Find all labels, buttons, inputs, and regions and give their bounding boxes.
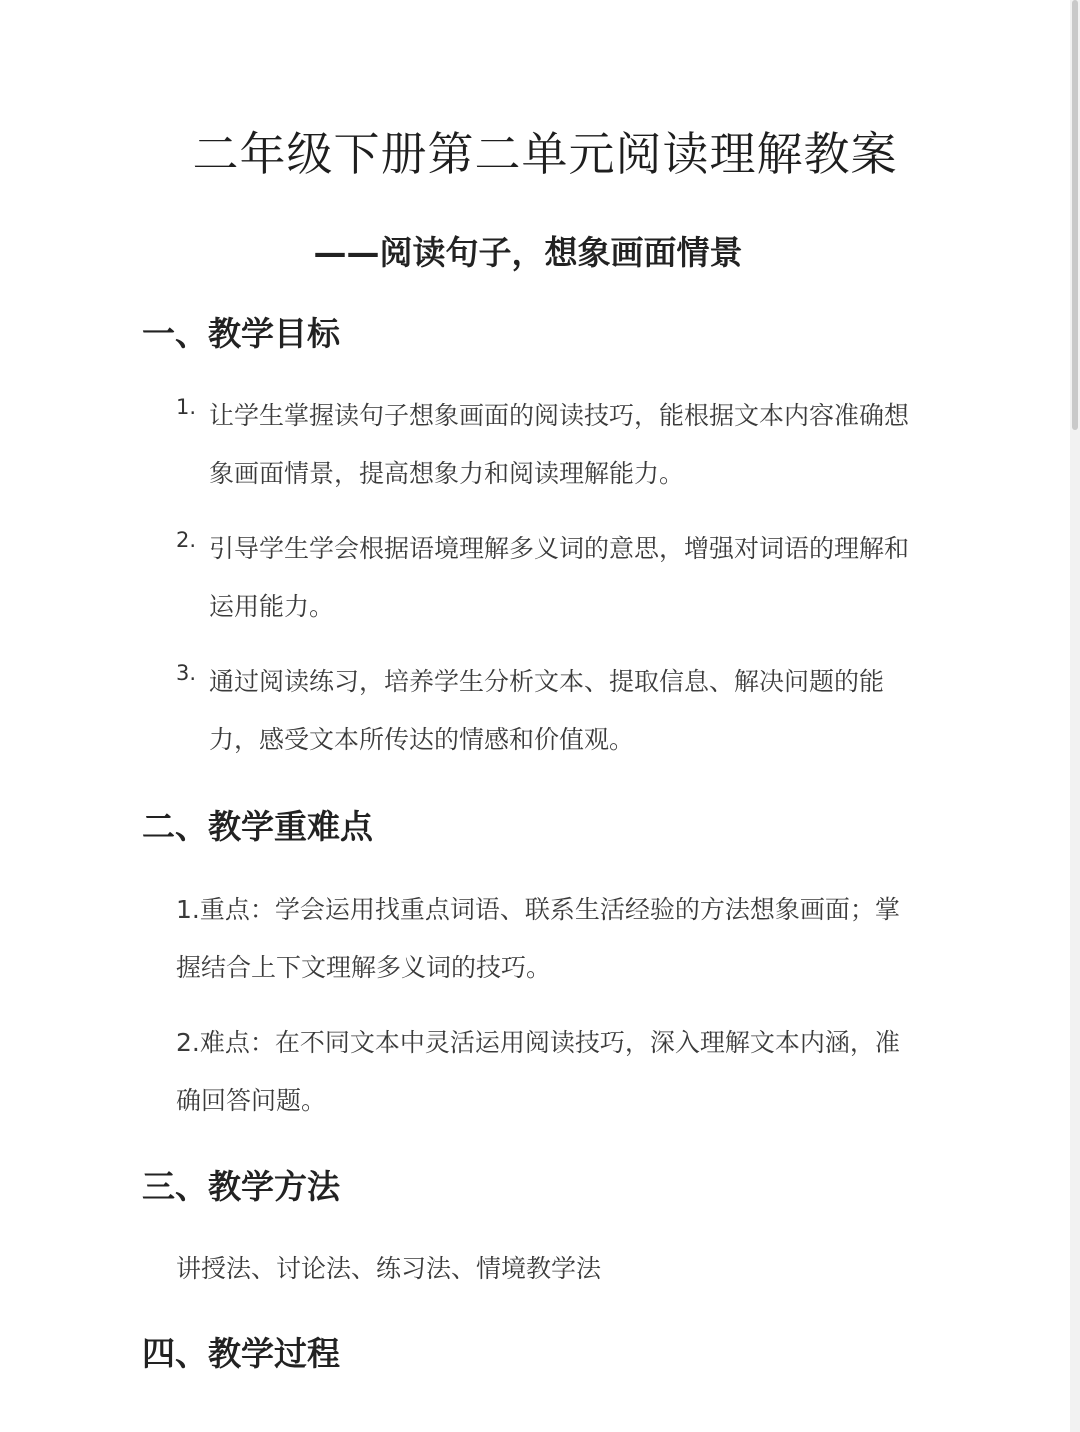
document-title: 二年级下册第二单元阅读理解教案	[192, 127, 898, 181]
section-heading-key-points: 二、教学重难点	[142, 807, 373, 846]
document-subtitle: ——阅读句子，想象画面情景	[313, 233, 743, 272]
section-heading-teaching-process: 四、教学过程	[142, 1334, 340, 1373]
list-item-number: 2.	[176, 528, 197, 552]
teaching-methods-text: 讲授法、讨论法、练习法、情境教学法	[176, 1254, 602, 1283]
key-point-paragraph: 1.重点：学会运用找重点词语、联系生活经验的方法想象画面；掌握结合上下文理解多义词的技巧。	[176, 895, 900, 982]
section-heading-teaching-methods: 三、教学方法	[142, 1167, 340, 1206]
list-item-text: 让学生掌握读句子想象画面的阅读技巧，能根据文本内容准确想象画面情景，提高想象力和阅读理解能力。	[209, 401, 910, 488]
scrollbar-thumb[interactable]	[1072, 0, 1078, 430]
list-item	[176, 653, 921, 769]
list-item-number: 3.	[176, 661, 197, 685]
section-heading-teaching-goals: 一、教学目标	[142, 314, 340, 353]
scrollbar[interactable]	[1070, 0, 1080, 1432]
list-item-text: 引导学生学会根据语境理解多义词的意思，增强对词语的理解和运用能力。	[209, 534, 910, 621]
difficult-point-paragraph: 2.难点：在不同文本中灵活运用阅读技巧，深入理解文本内涵，准确回答问题。	[176, 1028, 900, 1115]
list-item-number: 1.	[176, 395, 197, 419]
list-item-text: 通过阅读练习，培养学生分析文本、提取信息、解决问题的能力，感受文本所传达的情感和价值观。	[209, 667, 885, 754]
list-item	[176, 520, 921, 636]
list-item	[176, 387, 921, 503]
